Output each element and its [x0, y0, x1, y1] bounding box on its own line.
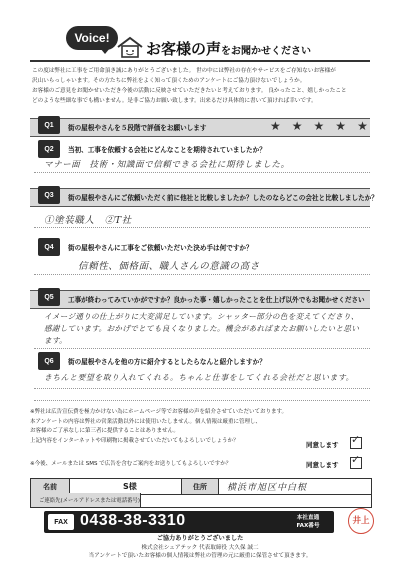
footer [30, 535, 370, 561]
answer-rule [34, 400, 370, 401]
answer-q6: きちんと要望を取り入れてくれる。ちゃんと仕事をしてくれる会社だと思います。 [44, 373, 355, 382]
rating-stars [270, 120, 368, 132]
question-text: 街の屋根やさんに工事をご依頼いただいた決め手は何ですか？ [68, 244, 253, 252]
star-icon: ★ [335, 119, 347, 133]
answer-q2: マナー面 技術・知識面で信頼できる会社に期待しました。 [44, 160, 290, 170]
intro-line: どのような些細な事でも構いません。是非ご協力お願い致します。出来るだけ具体的に書いて頂ければ幸いです。 [32, 98, 317, 104]
fax-note-line: 本社直通 [296, 515, 320, 521]
star-icon: ★ [270, 119, 281, 133]
answer-rule [34, 227, 370, 228]
intro-line: この度は弊社に工事をご用命頂き誠にありがとうございました。 世の中には弊社の存在やサービスをご存知ないお客様が [32, 68, 336, 74]
agree-label: 同意します [306, 441, 339, 449]
question-text: 街の屋根やさんを他の方に紹介するとしたらなんと紹介しますか？ [68, 358, 266, 366]
question-bar-q3 [30, 188, 378, 207]
check-icon: ✓ [351, 453, 361, 466]
address-value[interactable]: 横浜市旭区中白根 [227, 483, 308, 493]
answer-rule [34, 274, 370, 275]
question-text: 街の屋根やさんにご依頼いただく前に他社と比較しましたか？したのならどこの会社と比較しましたか？ [68, 194, 378, 202]
fax-note [288, 514, 328, 530]
footer-company: 株式会社シェアテック 代表取締役 大久保 誠二 [141, 544, 259, 551]
contact-row [30, 493, 372, 508]
intro-text [32, 66, 368, 106]
star-icon: ★ [313, 119, 325, 133]
question-bar-q5 [30, 290, 370, 309]
fax-note-line: FAX番号 [296, 523, 320, 529]
question-number: Q6 [38, 352, 60, 370]
answer-rule [34, 172, 370, 173]
answer-rule [34, 348, 370, 349]
page-title [146, 38, 311, 59]
voice-badge: Voice! [66, 26, 118, 50]
consent-text [30, 408, 300, 446]
question-number: Q2 [38, 140, 60, 158]
question-text: 当初、工事を依頼する会社にどんなことを期待されていましたか？ [68, 146, 266, 154]
address-label: 住所 [181, 479, 219, 494]
name-label: 名前 [31, 479, 70, 494]
title-sub: をお聞かせください [221, 46, 312, 57]
question-text: 工事が終わってみていかがですか？良かった事・嬉しかったことを仕上げ以外でもお聞かせください [68, 296, 365, 304]
check-icon: ✓ [351, 433, 361, 446]
fax-badge: FAX [48, 514, 74, 530]
seal-stamp: 井上 [348, 508, 374, 534]
question-number: Q1 [38, 116, 60, 134]
consent-line: お客様のご了承なしに第三者に提供することはありません。 [30, 428, 179, 434]
star-icon: ★ [291, 119, 303, 133]
intro-line: お客様のご意見をお聞かせいただき今後の活動に反映させていただきたいと考えております。 良かったこと、嬉しかったこと [32, 88, 347, 94]
title-main: お客様の声 [146, 40, 222, 58]
consent-line: 上記内容をインターネットや印刷物に掲載させていただいてもよろしいでしょうか？ [30, 437, 239, 444]
agree-label: 同意します [306, 461, 339, 469]
question-number: Q3 [38, 186, 60, 204]
consent-line: ※弊社は広告宣伝費を極力かけない為にホームページ等でお客様の声を紹介させていただいております。 [30, 409, 288, 415]
sms-consent-text: ※今後、メールまたは SMS で広告を含むご案内をお送りしてもよろしいですか？ [30, 461, 232, 467]
footer-privacy: 当アンケートで頂いたお客様の個人情報は弊社の管理の元に厳重に保管させて頂きます。 [88, 553, 312, 559]
fax-bar [44, 511, 334, 533]
consent-section [30, 408, 370, 469]
house-icon [116, 36, 144, 58]
name-value[interactable]: S様 [123, 482, 137, 491]
fax-number: 0438-38-3310 [80, 512, 186, 529]
answer-q5: イメージ通りの仕上がりに大変満足しています。シャッター部分の色を変えてくださり、感謝しています。おかげでとても良くなりました。機会があればまたお願いしたいと思います。 [44, 312, 360, 345]
consent-line: 本アンケートの内容は弊社の営業活動以外には使用いたしません。個人情報は厳重に管理し、 [30, 418, 262, 425]
answer-rule [34, 388, 370, 389]
star-icon: ★ [357, 119, 368, 133]
answer-q3: ①塗装職人 ②T社 [44, 215, 132, 226]
header-divider [30, 60, 370, 62]
question-number: Q5 [38, 288, 60, 306]
answer-q4: 信頼性、価格面、職人さんの意識の高さ [78, 261, 260, 272]
contact-label: ご連絡先(メールアドレスまたは電話番号) [31, 493, 141, 507]
footer-thanks: ご協力ありがとうございました [156, 535, 244, 542]
question-text: 街の屋根やさんを５段階で評価をお願いします [68, 124, 207, 132]
intro-line: 沢山いらっしゃいます。その方たちに弊社をよく知って頂くためのアンケートにご協力頂けないでしょうか。 [32, 78, 306, 84]
question-number: Q4 [38, 238, 60, 256]
